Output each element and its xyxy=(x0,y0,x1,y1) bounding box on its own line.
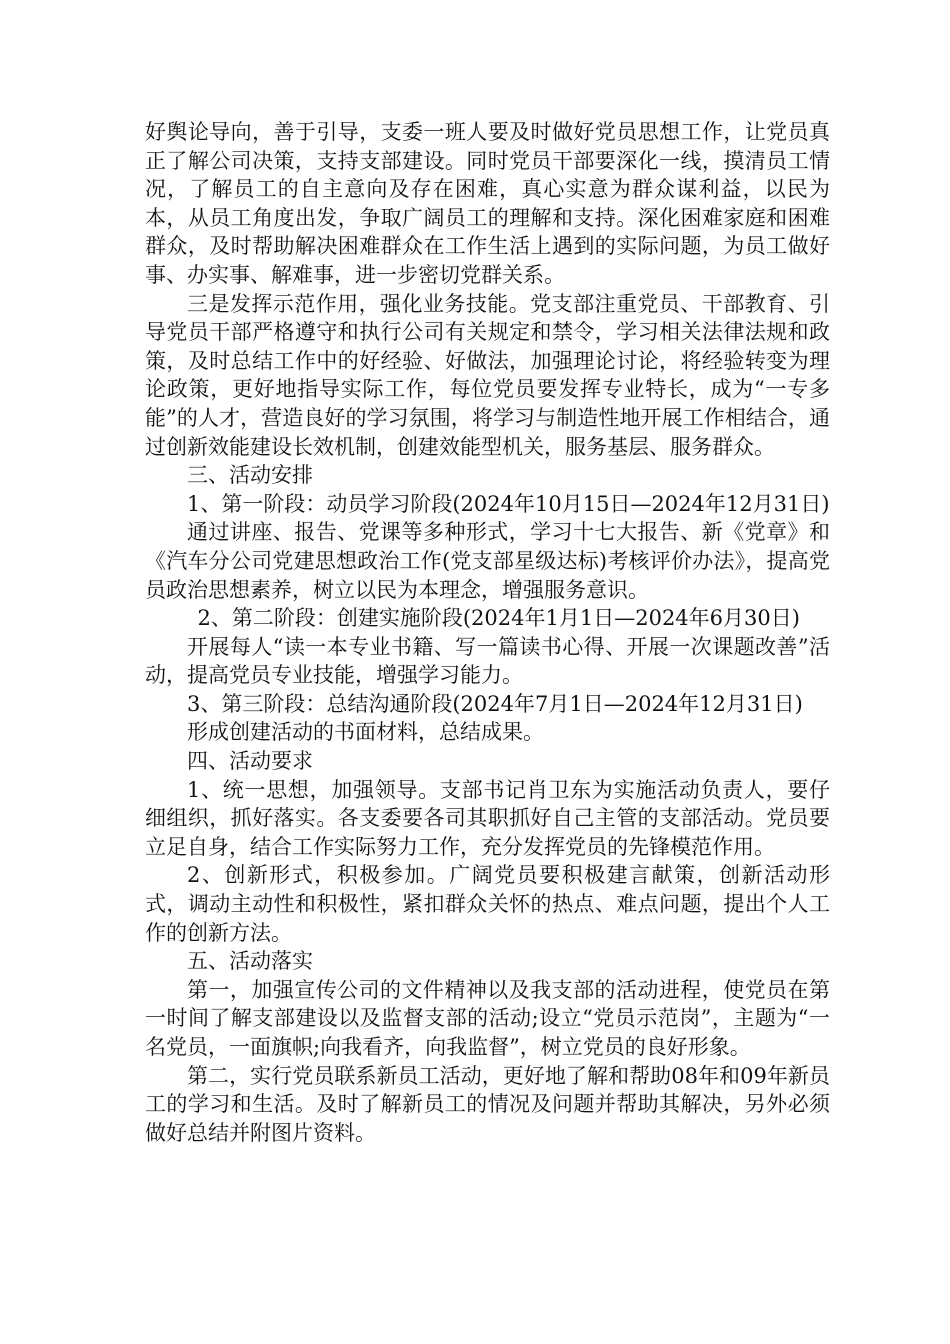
stage-two-title: 2、第二阶段：创建实施阶段(2024年1月1日—2024年6月30日) xyxy=(197,606,800,631)
stage-one-title: 1、第一阶段：动员学习阶段(2024年10月15日—2024年12月31日) xyxy=(187,491,830,516)
stage-three-title: 3、第三阶段：总结沟通阶段(2024年7月1日—2024年12月31日) xyxy=(187,691,803,716)
paragraph-exemplary-role: 三是发挥示范作用，强化业务技能。党支部注重党员、干部教育、引导党员干部严格遵守和执行公司有关规定和禁令，学习相关法律法规和政策，及时总结工作中的好经验、好做法，加强理论讨论，将经验转变为理论政策，更好地指导实际工作，每位党员要发挥专业特长，成为“一专多能”的人才，营造良好的学习氛围，将学习与制造性地开展工作相结合，通过创新效能建设长效机制，创建效能型机关，服务基层、服务群众。 xyxy=(145,291,830,459)
stage-two-content: 开展每人“读一本专业书籍、写一篇读书心得、开展一次课题改善”活动，提高党员专业技能，增强学习能力。 xyxy=(145,634,830,688)
heading-activity-arrangement: 三、活动安排 xyxy=(187,463,313,488)
stage-one-content: 通过讲座、报告、党课等多种形式，学习十七大报告、新《党章》和《汽车分公司党建思想政治工作(党支部星级达标)考核评价办法》，提高党员政治思想素养，树立以民为本理念，增强服务意识。 xyxy=(145,520,830,602)
implementation-first: 第一，加强宣传公司的文件精神以及我支部的活动进程，使党员在第一时间了解支部建设以及监督支部的活动;设立“党员示范岗”，主题为“一名党员，一面旗帜;向我看齐，向我监督”，树立党员的良好形象。 xyxy=(145,977,830,1059)
requirement-one: 1、统一思想，加强领导。支部书记肖卫东为实施活动负责人，要仔细组织，抓好落实。各支委要各司其职抓好自己主管的支部活动。党员要立足自身，结合工作实际努力工作，充分发挥党员的先锋模范作用。 xyxy=(145,777,830,859)
implementation-second: 第二，实行党员联系新员工活动，更好地了解和帮助08年和09年新员工的学习和生活。及时了解新员工的情况及问题并帮助其解决，另外必须做好总结并附图片资料。 xyxy=(145,1063,830,1145)
paragraph-public-opinion: 好舆论导向，善于引导，支委一班人要及时做好党员思想工作，让党员真正了解公司决策，支持支部建设。同时党员干部要深化一线，摸清员工情况，了解员工的自主意向及存在困难，真心实意为群众谋利益，以民为本，从员工角度出发，争取广阔员工的理解和支持。深化困难家庭和困难群众，及时帮助解决困难群众在工作生活上遇到的实际问题，为员工做好事、办实事、解难事，进一步密切党群关系。 xyxy=(145,120,830,287)
stage-three-content: 形成创建活动的书面材料，总结成果。 xyxy=(187,720,544,745)
document-body xyxy=(145,118,830,1147)
heading-activity-implementation: 五、活动落实 xyxy=(187,949,313,974)
requirement-two: 2、创新形式，积极参加。广阔党员要积极建言献策，创新活动形式，调动主动性和积极性，紧扣群众关怀的热点、难点问题，提出个人工作的创新方法。 xyxy=(145,863,830,945)
heading-activity-requirements: 四、活动要求 xyxy=(187,749,313,774)
